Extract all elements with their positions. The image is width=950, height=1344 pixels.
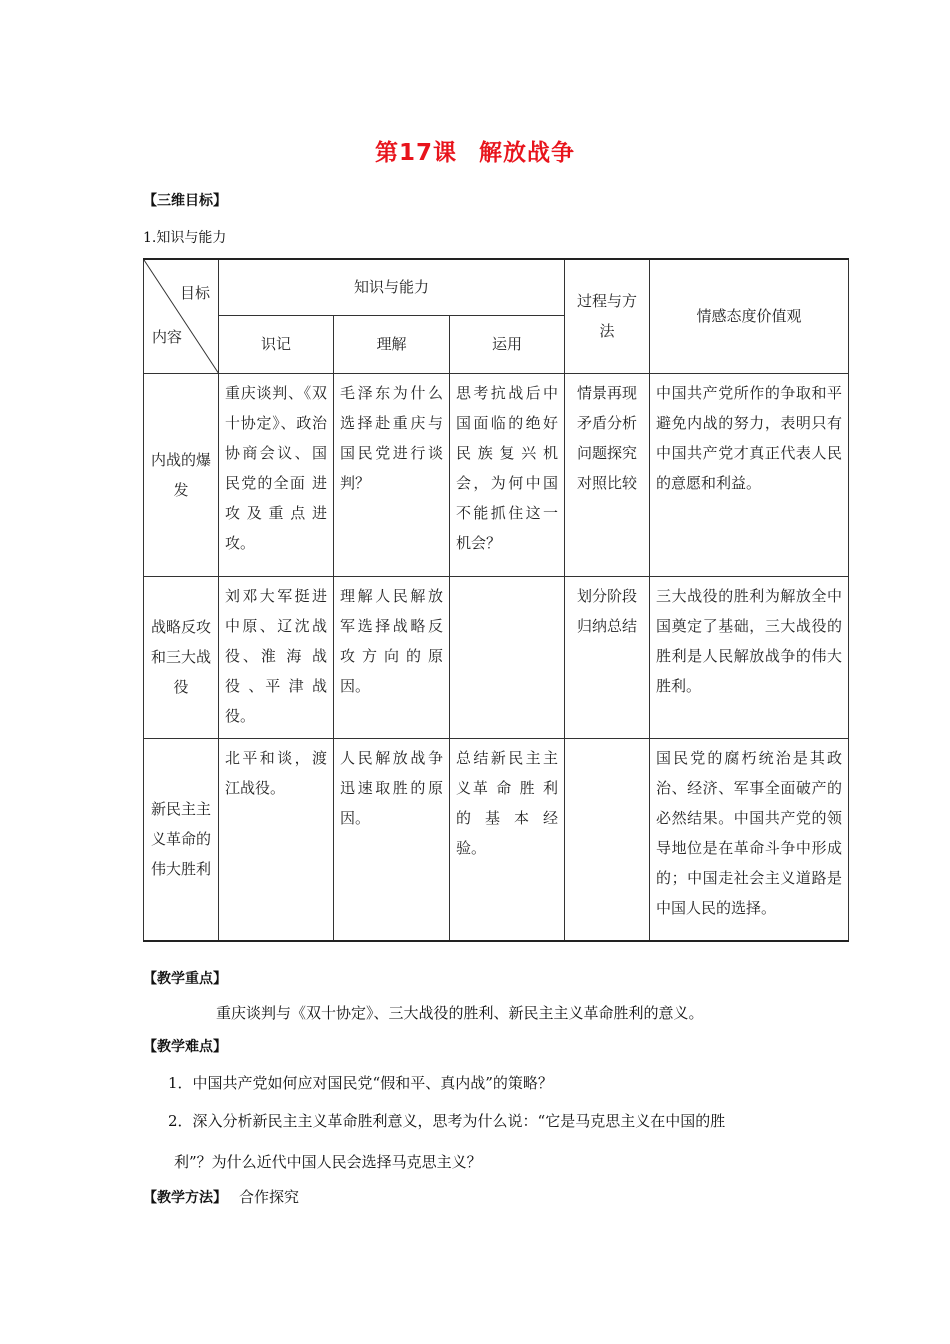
method-text: 合作探究 bbox=[239, 1188, 300, 1206]
method-header: 【教学方法】 bbox=[143, 1190, 227, 1206]
cell-emotion: 中国共产党所作的争取和平避免内战的努力，表明只有中国共产党才真正代表人民的意愿和利益。 bbox=[650, 373, 849, 576]
key-points-text: 重庆谈判与《双十协定》、三大战役的胜利、新民主主义革命胜利的意义。 bbox=[216, 1004, 704, 1022]
cell-understand: 人民解放战争迅速取胜的原因。 bbox=[334, 738, 450, 941]
lesson-number: 第17课 bbox=[374, 140, 457, 166]
subheader-understand: 理解 bbox=[334, 315, 450, 373]
row-head: 新民主主义革命的伟大胜利 bbox=[144, 738, 219, 941]
difficulty-item-2: 2．深入分析新民主主义革命胜利意义，思考为什么说：“它是马克思主义在中国的胜 bbox=[168, 1112, 726, 1130]
cell-process bbox=[565, 738, 650, 941]
goals-header: 【三维目标】 bbox=[143, 193, 227, 209]
row-head: 战略反攻和三大战役 bbox=[144, 576, 219, 738]
cell-emotion: 国民党的腐朽统治是其政治、经济、军事全面破产的必然结果。中国共产党的领导地位是在革命斗争中形成的；中国走社会主义道路是中国人民的选择。 bbox=[650, 738, 849, 941]
method-line bbox=[143, 1186, 299, 1207]
cell-process: 情景再现 矛盾分析 问题探究 对照比较 bbox=[565, 373, 650, 576]
diagonal-divider bbox=[144, 260, 219, 374]
header-process-method: 过程与方法 bbox=[565, 259, 650, 373]
table-row bbox=[144, 576, 849, 738]
difficulties-header: 【教学难点】 bbox=[143, 1039, 227, 1055]
cell-understand: 毛泽东为什么选择赴重庆与国民党进行谈判？ bbox=[334, 373, 450, 576]
header-emotion-values: 情感态度价值观 bbox=[650, 259, 849, 373]
row-head: 内战的爆发 bbox=[144, 373, 219, 576]
key-points-header: 【教学重点】 bbox=[143, 971, 227, 987]
difficulty-item-2-continued: 利”？为什么近代中国人民会选择马克思主义？ bbox=[174, 1153, 482, 1171]
subheader-remember: 识记 bbox=[219, 315, 334, 373]
table-row bbox=[144, 738, 849, 941]
cell-emotion: 三大战役的胜利为解放全中国奠定了基础，三大战役的胜利是人民解放战争的伟大胜利。 bbox=[650, 576, 849, 738]
cell-process: 划分阶段 归纳总结 bbox=[565, 576, 650, 738]
page-title bbox=[0, 134, 950, 167]
cell-apply: 总结新民主主义革 命 胜 利 的 基 本 经验。 bbox=[450, 738, 565, 941]
lesson-name: 解放战争 bbox=[479, 140, 575, 166]
corner-goal-label: 目标 bbox=[179, 284, 210, 302]
difficulty-item-1: 1．中国共产党如何应对国民党“假和平、真内战”的策略？ bbox=[168, 1074, 553, 1092]
cell-apply: 思考抗战后中国面临的绝好民族复兴机会，为何中国不能抓住这一机会？ bbox=[450, 373, 565, 576]
subheader-apply: 运用 bbox=[450, 315, 565, 373]
cell-understand: 理解人民解放军选择战略反攻方向的原因。 bbox=[334, 576, 450, 738]
cell-remember: 重庆谈判、《双十协定》、政治协商会议、国民党的全面 进 攻 及 重 点 进攻。 bbox=[219, 373, 334, 576]
corner-header-cell bbox=[144, 259, 219, 373]
header-knowledge-ability: 知识与能力 bbox=[219, 259, 565, 315]
table-row bbox=[144, 373, 849, 576]
corner-content-label: 内容 bbox=[152, 328, 183, 346]
cell-remember: 北平和谈，渡江战役。 bbox=[219, 738, 334, 941]
objectives-table bbox=[143, 258, 849, 942]
goals-subheading: 1.知识与能力 bbox=[143, 230, 227, 246]
cell-apply bbox=[450, 576, 565, 738]
cell-remember: 刘邓大军挺进中原、辽沈战役、淮 海 战 役 、平 津 战役。 bbox=[219, 576, 334, 738]
